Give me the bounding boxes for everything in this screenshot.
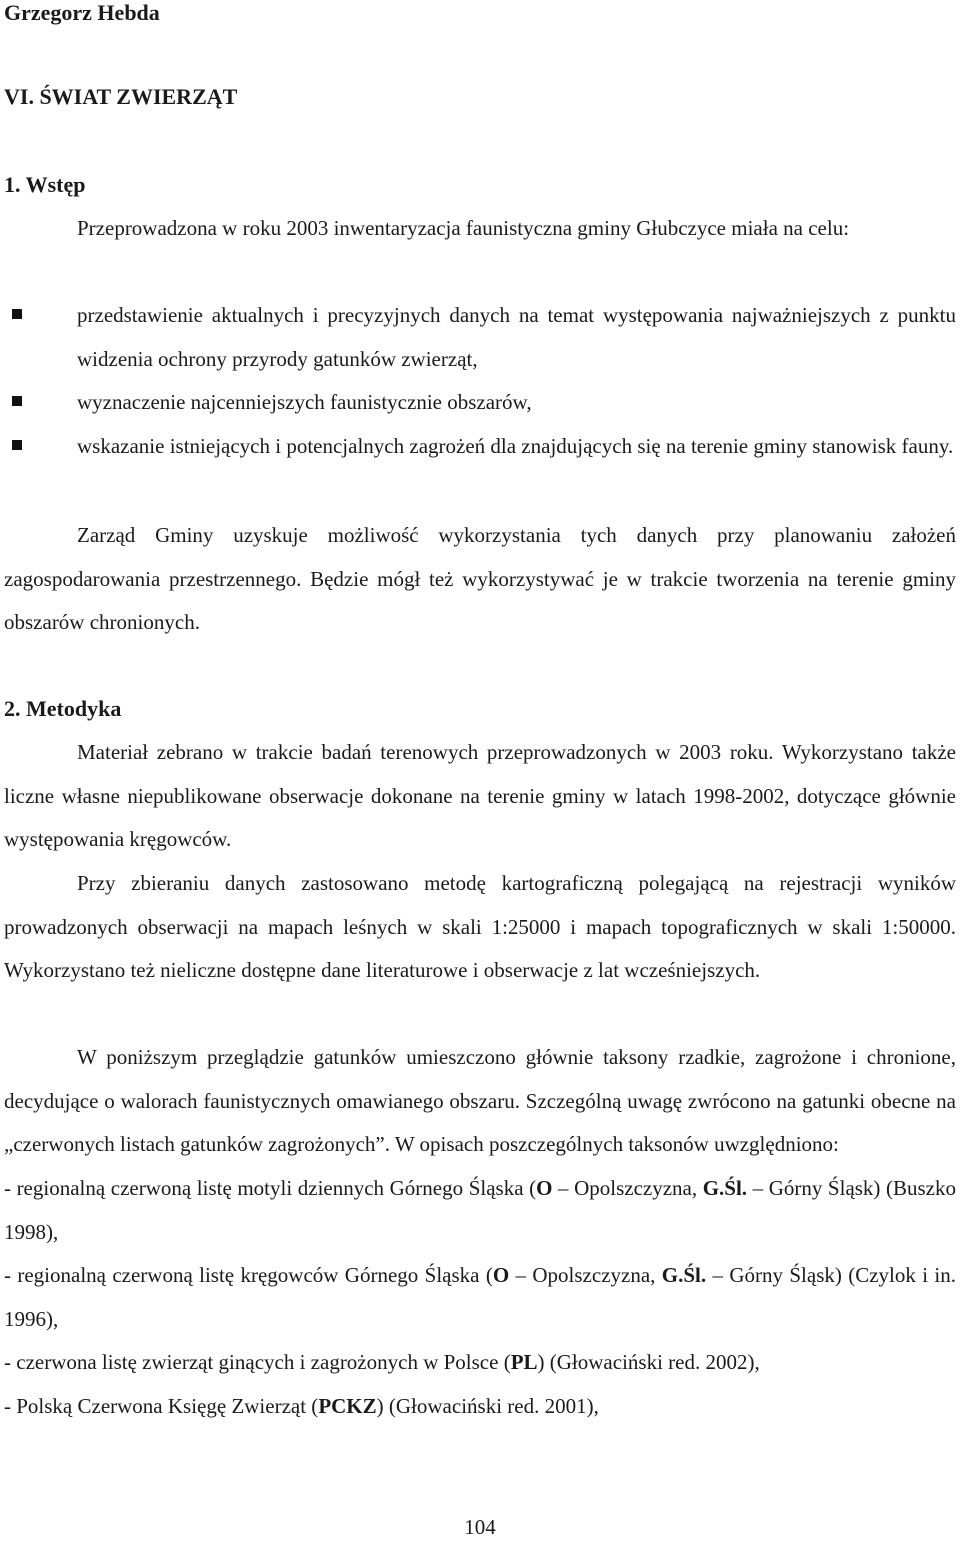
list-item-text: - Polską Czerwona Księgę Zwierząt ( <box>4 1393 319 1418</box>
list-item <box>4 1385 956 1429</box>
section-heading-introduction: 1. Wstęp <box>4 172 86 197</box>
square-bullet-icon <box>12 396 22 406</box>
methodology-paragraph-3: W poniższym przeglądzie gatunków umieszczono głównie taksony rzadkie, zagrożone i chronione, decydujące o walorach faunistycznych omawianego obszaru. Szczególną uwagę zwrócono na gatunki obecne na „czerwonych listach gatunków zagrożonych”. W opisach poszczególnych taksonów uwzględniono: <box>4 1045 956 1157</box>
list-item-text: wyznaczenie najcenniejszych faunistycznie obszarów, <box>77 390 532 415</box>
methodology-paragraph-2: Przy zbieraniu danych zastosowano metodę kartograficzną polegającą na rejestracji wyników prowadzonych obserwacji na mapach leśnych w skali 1:25000 i mapach topograficznych w skali 1:50000. Wykorzystano też nieliczne dostępne dane literaturowe i obserwacje z lat wcześniejszych. <box>4 871 956 983</box>
list-item <box>4 1254 956 1341</box>
intro-paragraph: Przeprowadzona w roku 2003 inwentaryzacja faunistyczna gminy Głubczyce miała na celu: <box>77 216 850 240</box>
list-item-text: wskazanie istniejących i potencjalnych zagrożeń dla znajdujących się na terenie gminy stanowisk fauny. <box>77 433 954 458</box>
list-item <box>4 425 956 469</box>
abbreviation: O <box>492 1263 510 1288</box>
goals-list <box>4 294 956 468</box>
page-number: 104 <box>464 1515 496 1539</box>
list-item-text: ) (Głowaciński red. 2001), <box>376 1393 599 1418</box>
list-item-text: - regionalną czerwoną listę kręgowców Górnego Śląska ( <box>4 1263 493 1288</box>
list-item <box>4 294 956 381</box>
section-heading-methodology: 2. Metodyka <box>4 696 122 721</box>
list-item-text: – Opolszczyzna, <box>552 1176 703 1200</box>
list-item-text: ) (Głowaciński red. 2002), <box>537 1350 760 1375</box>
square-bullet-icon <box>12 440 22 450</box>
list-item-text: przedstawienie aktualnych i precyzyjnych danych na temat występowania najważniejszych z punktu widzenia ochrony przyrody gatunków zwierząt, <box>77 303 956 371</box>
abbreviation: PCKZ <box>318 1393 377 1418</box>
red-lists <box>4 1167 956 1429</box>
list-item-text: – Górny Śląsk) (Czylok i in. 1996), <box>4 1263 957 1331</box>
author-name: Grzegorz Hebda <box>4 0 160 25</box>
square-bullet-icon <box>12 309 22 319</box>
abbreviation: PL <box>510 1350 538 1375</box>
abbreviation: O <box>536 1176 553 1200</box>
list-item-text: – Górny Śląsk) (Buszko 1998), <box>4 1176 956 1244</box>
list-item <box>4 1341 956 1385</box>
list-item-text: - czerwona listę zwierząt ginących i zagrożonych w Polsce ( <box>4 1350 511 1375</box>
abbreviation: G.Śl. <box>661 1263 707 1288</box>
abbreviation: G.Śl. <box>702 1176 748 1200</box>
list-item-text: - regionalną czerwoną listę motyli dziennych Górnego Śląska ( <box>4 1176 537 1200</box>
methodology-paragraph-1: Materiał zebrano w trakcie badań terenowych przeprowadzonych w 2003 roku. Wykorzystano także liczne własne niepublikowane obserwacje dokonane na terenie gminy w latach 1998-2002, dotyczące głównie występowania kręgowców. <box>4 740 956 852</box>
list-item-text: – Opolszczyzna, <box>509 1263 662 1288</box>
list-item <box>4 1167 956 1254</box>
management-paragraph: Zarząd Gminy uzyskuje możliwość wykorzystania tych danych przy planowaniu założeń zagospodarowania przestrzennego. Będzie mógł też wykorzystywać je w trakcie tworzenia na terenie gminy obszarów chronionych. <box>4 523 956 635</box>
list-item <box>4 381 956 425</box>
chapter-title: VI. ŚWIAT ZWIERZĄT <box>4 84 238 109</box>
